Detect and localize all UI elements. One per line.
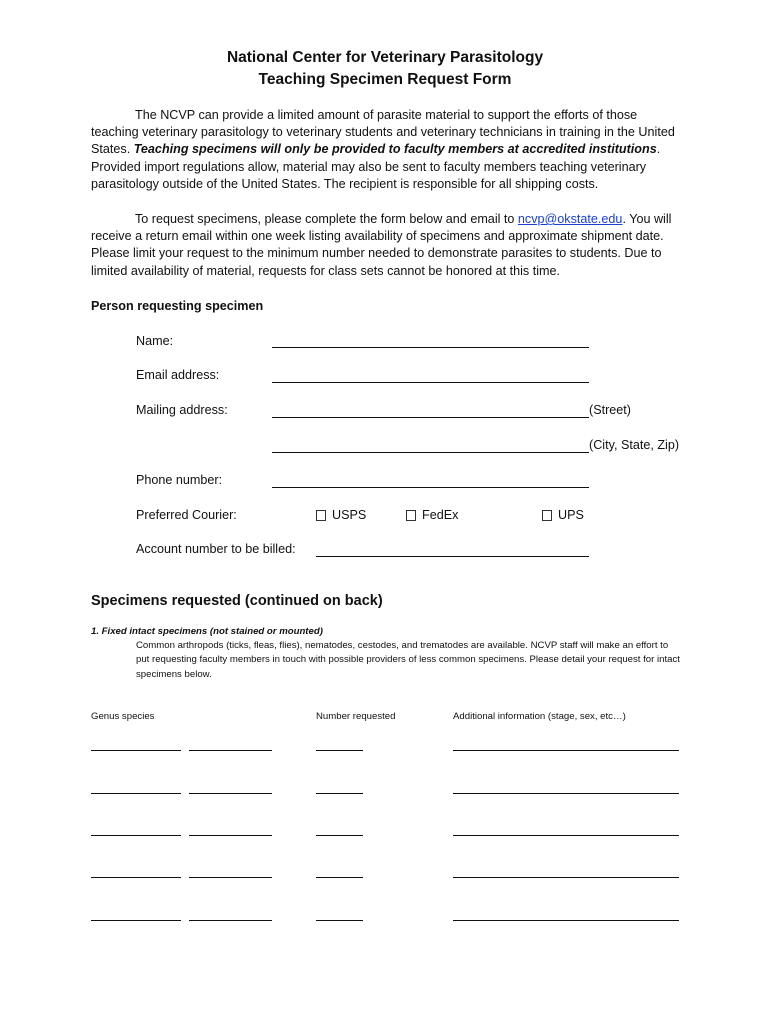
account-label: Account number to be billed: bbox=[136, 542, 296, 556]
number-requested-field[interactable] bbox=[316, 877, 363, 878]
species-field[interactable] bbox=[189, 920, 272, 921]
number-requested-field[interactable] bbox=[316, 750, 363, 751]
column-header-additional-info: Additional information (stage, sex, etc…) bbox=[453, 711, 626, 722]
genus-field[interactable] bbox=[91, 835, 181, 836]
genus-field[interactable] bbox=[91, 793, 181, 794]
number-requested-field[interactable] bbox=[316, 793, 363, 794]
form-page: National Center for Veterinary Parasitology Teaching Specimen Request Form The NCVP can provide a limited amount of parasite material to support the efforts of those teaching veterinary parasitology to veterinary students and veterinary technicians in training in the United States. Teaching specimens will only be provided to faculty members at accredited institutions. Provided import regulations allow, material may also be sent to faculty members teaching veterinary parasitology outside of the United States. The recipient is responsible for all shipping costs. To request specimens, please complete the form below and email to ncvp@okstate.edu. You will receive a return email within one week listing availability of specimens and approximate shipment date. Please limit your request to the minimum number needed to demonstrate parasites to students. Due to limited availability of material, requests for class sets cannot be honored at this time. Person requesting specimen Name: Email address: Mailing address: (Street) (City, State, Zip) Phone number: Preferred Courier: USPS FedEx UPS Account number to be billed: Specimens requested (continued on back) 1. Fixed intact specimens (not stained or mounted) Common arthropods (ticks, fleas, flies), nematodes, cestodes, and trematodes are available. NCVP staff will make an effort to put requesting faculty members in touch with possible providers of less common specimens. Please detail your request for intact specimens below. Genus species Number requested Additional information (stage, sex, etc…) bbox=[0, 0, 770, 1024]
genus-field[interactable] bbox=[91, 877, 181, 878]
intro-paragraph-1: The NCVP can provide a limited amount of parasite material to support the efforts of those teaching veterinary parasitology to veterinary students and veterinary technicians in training in the United States. Teaching specimens will only be provided to faculty members at accredited institutions. Provided import regulations allow, material may also be sent to faculty members teaching veterinary parasitology outside of the United States. The recipient is responsible for all shipping costs. bbox=[91, 108, 675, 191]
intro-paragraph-2: To request specimens, please complete the form below and email to ncvp@okstate.edu. You will receive a return email within one week listing availability of specimens and approximate shipment date. Please limit your request to the minimum number needed to demonstrate parasites to students. Due to limited availability of material, requests for class sets cannot be honored at this time. bbox=[91, 212, 672, 278]
account-field[interactable] bbox=[316, 556, 589, 557]
form-title-line1: National Center for Veterinary Parasitology bbox=[226, 49, 544, 66]
name-label: Name: bbox=[136, 334, 174, 348]
fixed-specimens-subheading: 1. Fixed intact specimens (not stained or mounted) bbox=[91, 626, 323, 637]
genus-field[interactable] bbox=[91, 920, 181, 921]
column-header-genus-species: Genus species bbox=[91, 711, 155, 722]
additional-info-field[interactable] bbox=[453, 835, 679, 836]
email-link[interactable]: ncvp@okstate.edu bbox=[517, 212, 623, 226]
city-state-zip-field[interactable] bbox=[272, 452, 589, 453]
street-field[interactable] bbox=[272, 417, 589, 418]
species-field[interactable] bbox=[189, 793, 272, 794]
emphasis-text: Teaching specimens will only be provided to faculty members at accredited institutions bbox=[133, 142, 657, 157]
mailing-address-label: Mailing address: bbox=[136, 403, 228, 417]
requester-heading: Person requesting specimen bbox=[91, 299, 264, 313]
species-field[interactable] bbox=[189, 877, 272, 878]
name-field[interactable] bbox=[272, 347, 589, 348]
street-suffix: (Street) bbox=[589, 403, 631, 417]
species-field[interactable] bbox=[189, 835, 272, 836]
genus-field[interactable] bbox=[91, 750, 181, 751]
specimens-heading: Specimens requested (continued on back) bbox=[91, 593, 383, 609]
checkbox-icon[interactable] bbox=[316, 510, 326, 521]
checkbox-icon[interactable] bbox=[542, 510, 552, 521]
species-field[interactable] bbox=[189, 750, 272, 751]
checkbox-icon[interactable] bbox=[406, 510, 416, 521]
additional-info-field[interactable] bbox=[453, 877, 679, 878]
form-title-line2: Teaching Specimen Request Form bbox=[258, 71, 512, 88]
email-field[interactable] bbox=[272, 382, 589, 383]
number-requested-field[interactable] bbox=[316, 920, 363, 921]
additional-info-field[interactable] bbox=[453, 750, 679, 751]
city-state-zip-suffix: (City, State, Zip) bbox=[589, 438, 680, 452]
email-label: Email address: bbox=[136, 368, 220, 382]
column-header-number-requested: Number requested bbox=[316, 711, 396, 722]
additional-info-field[interactable] bbox=[453, 793, 679, 794]
additional-info-field[interactable] bbox=[453, 920, 679, 921]
courier-label: Preferred Courier: bbox=[136, 508, 237, 522]
number-requested-field[interactable] bbox=[316, 835, 363, 836]
phone-field[interactable] bbox=[272, 487, 589, 488]
phone-label: Phone number: bbox=[136, 473, 223, 487]
fixed-specimens-description: Common arthropods (ticks, fleas, flies), nematodes, cestodes, and trematodes are available. NCVP staff will make an effort to put requesting faculty members in touch with possible providers of less common specimens. Please detail your request for intact specimens below. bbox=[136, 640, 680, 680]
